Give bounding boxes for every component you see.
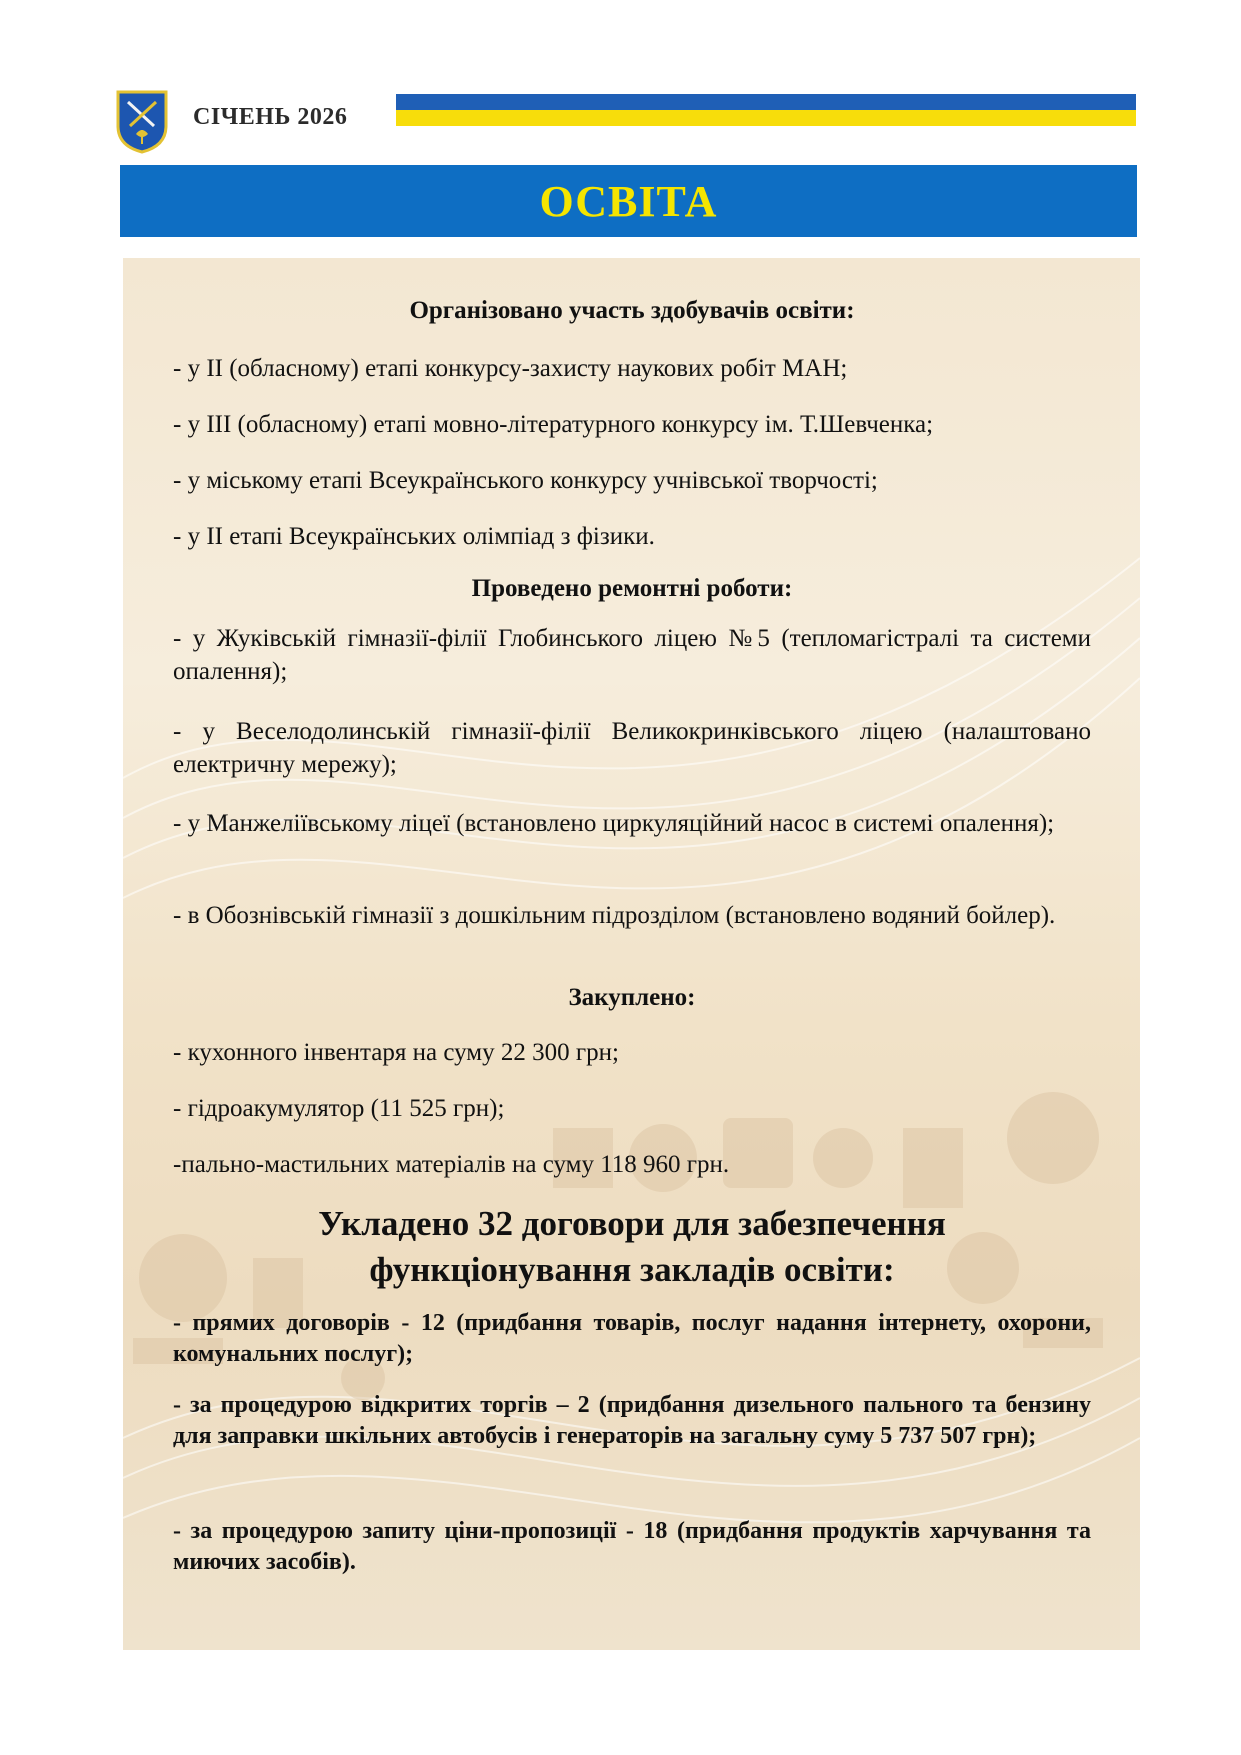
contracts-heading-line: Укладено 32 договори для забезпечення	[318, 1204, 946, 1243]
repairs-item: - в Обознівській гімназії з дошкільним підрозділом (встановлено водяний бойлер).	[173, 902, 1056, 929]
repairs-heading: Проведено ремонтні роботи:	[471, 575, 793, 602]
purchased-item: -пально-мастильних матеріалів на суму 118 960 грн.	[173, 1151, 730, 1178]
flag-blue-stripe	[396, 94, 1136, 110]
repairs-item: - у Жуківській гімназії-філії Глобинського ліцею №5 (тепломагістралі та системи опалення);	[173, 625, 1091, 685]
issue-date: СІЧЕНЬ 2026	[193, 104, 348, 130]
participation-heading: Організовано участь здобувачів освіти:	[409, 297, 855, 324]
participation-item: - у ІІІ (обласному) етапі мовно-літературного конкурсу ім. Т.Шевченка;	[173, 411, 934, 438]
contracts-item: - прямих договорів - 12 (придбання товарів, послуг надання інтернету, охорони, комунальних послуг);	[173, 1310, 1091, 1367]
document-body	[123, 258, 1140, 1650]
page-header	[116, 88, 1136, 158]
purchased-heading: Закуплено:	[568, 984, 696, 1011]
contracts-item: - за процедурою відкритих торгів – 2 (придбання дизельного пального та бензину для заправки шкільних автобусів і генераторів на загальну суму 5 737 507 грн);	[173, 1392, 1091, 1449]
banner-title: ОСВІТА	[539, 176, 718, 226]
contracts-heading	[173, 1201, 1091, 1293]
participation-item: - у ІІ (обласному) етапі конкурсу-захисту наукових робіт МАН;	[173, 355, 848, 382]
contracts-item: - за процедурою запиту ціни-пропозиції - 18 (придбання продуктів харчування та миючих засобів).	[173, 1518, 1091, 1575]
coat-of-arms-icon	[116, 90, 168, 154]
content-panel	[123, 258, 1140, 1650]
section-banner	[120, 165, 1137, 237]
ukrainian-flag-stripe	[396, 94, 1136, 126]
purchased-item: - гідроакумулятор (11 525 грн);	[173, 1095, 505, 1122]
contracts-heading-line: функціонування закладів освіти:	[369, 1250, 895, 1289]
repairs-item: - у Веселодолинській гімназії-філії Великокринківського ліцею (налаштовано електричну мережу);	[173, 718, 1091, 778]
repairs-item: - у Манжеліївському ліцеї (встановлено циркуляційний насос в системі опалення);	[173, 810, 1055, 837]
participation-item: - у ІІ етапі Всеукраїнських олімпіад з фізики.	[173, 523, 655, 550]
flag-yellow-stripe	[396, 110, 1136, 126]
purchased-item: - кухонного інвентаря на суму 22 300 грн;	[173, 1039, 619, 1066]
participation-item: - у міському етапі Всеукраїнського конкурсу учнівської творчості;	[173, 467, 878, 494]
